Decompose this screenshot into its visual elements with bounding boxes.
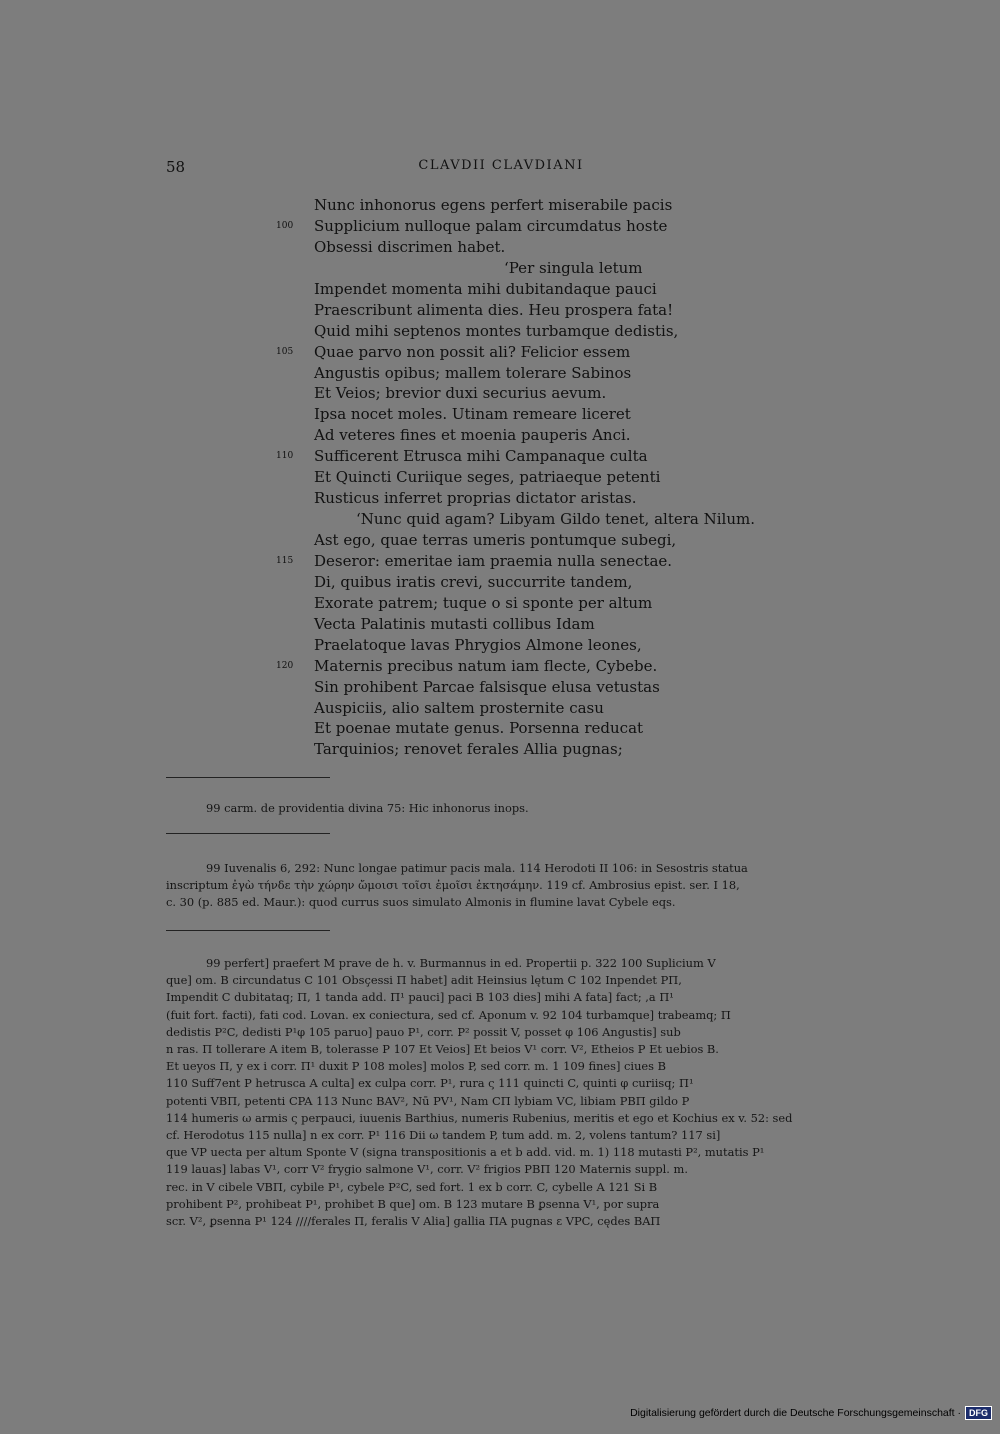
source-apparatus — [166, 800, 836, 817]
verse-text: Supplicium nulloque palam circumdatus hoste — [314, 216, 668, 235]
verse-text: Nunc inhonorus egens perfert miserabile pacis — [314, 196, 673, 214]
verse-line — [166, 383, 846, 404]
verse-text: ‘Nunc quid agam? Libyam Gildo tenet, altera Nilum. — [356, 510, 755, 529]
verse-text: ‘Per singula letum — [504, 258, 643, 277]
testimonia-apparatus — [166, 860, 836, 912]
line-number: 120 — [276, 660, 294, 671]
verse-line — [166, 258, 846, 279]
verse-line — [166, 635, 846, 656]
verse-text: Sufficerent Etrusca mihi Campanaque culta — [314, 447, 648, 466]
poem-text — [166, 195, 846, 760]
verse-line — [166, 300, 846, 321]
line-number: 115 — [276, 555, 294, 566]
apparatus-line: (fuit fort. facti), fati cod. Lovan. ex coniectura, sed cf. Aponum v. 92 104 turbamque] trabeamq; Π — [166, 1007, 731, 1022]
verse-line — [166, 425, 846, 446]
apparatus-line: 99 carm. de providentia divina 75: Hic inhonorus inops. — [206, 801, 529, 815]
critical-apparatus — [166, 955, 836, 1230]
verse-line — [166, 593, 846, 614]
verse-line — [166, 530, 846, 551]
apparatus-line: Et ueyos Π, y ex i corr. Π¹ duxit P 108 moles] molos P, sed corr. m. 1 109 fines] ciues B — [166, 1059, 666, 1074]
verse-line — [166, 321, 846, 342]
verse-text: Obsessi discrimen habet. — [314, 237, 506, 256]
verse-text: Ast ego, quae terras umeris pontumque subegi, — [314, 531, 677, 549]
verse-line — [166, 342, 846, 363]
verse-line — [166, 363, 846, 384]
apparatus-line: 114 humeris ω armis ς perpauci, iuuenis Barthius, numeris Rubenius, meritis et ego et Kochius ex v. 52: sed — [166, 1110, 793, 1125]
page-header — [166, 158, 836, 180]
verse-text: Et Quincti Curiique seges, patriaeque petenti — [314, 468, 661, 487]
verse-text: Maternis precibus natum iam flecte, Cybebe. — [314, 656, 658, 675]
apparatus-line: scr. V², ꝑsenna P¹ 124 ////ferales Π, feralis V Alia] gallia ΠA pugnas ε VPC, cędes BAΠ — [166, 1214, 661, 1229]
verse-text: Deseror: emeritae iam praemia nulla senectae. — [314, 551, 673, 570]
apparatus-paragraph — [166, 860, 836, 912]
verse-text: Quae parvo non possit ali? Felicior essem — [314, 342, 631, 361]
verse-line — [166, 237, 846, 258]
verse-text: Sin prohibent Parcae falsisque elusa vetustas — [314, 677, 660, 696]
verse-text: Ad veteres fines et moenia pauperis Anci. — [314, 426, 631, 445]
verse-line — [166, 677, 846, 698]
verse-line — [166, 698, 846, 719]
apparatus-line: que] om. B circundatus C 101 Obsçessi Π habet] adit Heinsius lętum C 102 Inpendet PΠ, — [166, 973, 682, 988]
apparatus-line: inscriptum ἐγὼ τήνδε τὴν χώρην ὤμοισι τοῖσι ἐμοῖσι ἐκτησάμην. 119 cf. Ambrosius epist. ser. I 18, — [166, 878, 740, 893]
verse-line — [166, 488, 846, 509]
apparatus-line: que VP uecta per altum Sponte V (signa transpositionis a et b add. vid. m. 1) 118 mutasti P², mutatis P¹ — [166, 1145, 765, 1160]
verse-text: Praelatoque lavas Phrygios Almone leones, — [314, 635, 642, 654]
footnote-rule — [166, 777, 330, 779]
apparatus-line: c. 30 (p. 885 ed. Maur.): quod currus suos simulato Almonis in flumine lavat Cybele eqs. — [166, 895, 676, 910]
verse-line — [166, 718, 846, 739]
apparatus-line: dedistis P²C, dedisti P¹φ 105 paruo] pauo P¹, corr. P² possit V, posset φ 106 Angustis] sub — [166, 1024, 681, 1039]
verse-text: Ipsa nocet moles. Utinam remeare liceret — [314, 405, 631, 424]
verse-line — [166, 446, 846, 467]
verse-line — [166, 216, 846, 237]
verse-line — [166, 551, 846, 572]
dfg-logo: DFG — [965, 1406, 992, 1420]
verse-text: Et Veios; brevior duxi securius aevum. — [314, 384, 607, 403]
verse-line — [166, 404, 846, 425]
line-number: 105 — [276, 346, 294, 357]
funding-credit: Digitalisierung gefördert durch die Deutsche Forschungsgemeinschaft · — [630, 1407, 961, 1419]
verse-text: Di, quibus iratis crevi, succurrite tandem, — [314, 572, 633, 591]
footer-credit — [630, 1406, 992, 1420]
verse-text: Exorate patrem; tuque o si sponte per altum — [314, 593, 653, 612]
apparatus-line: 110 Suff7ent P hetrusca A culta] ex culpa corr. P¹, rura ς 111 quincti C, quinti φ curiisq; Π¹ — [166, 1076, 694, 1091]
verse-line — [166, 614, 846, 635]
apparatus-line: n ras. Π tollerare A item B, tolerasse P 107 Et Veios] Et beios V¹ corr. V², Etheios P Et uebios B. — [166, 1042, 719, 1057]
page-number: 58 — [166, 158, 186, 176]
verse-line — [166, 467, 846, 488]
footnote-rule — [166, 930, 330, 932]
line-number: 100 — [276, 220, 294, 231]
verse-line — [166, 656, 846, 677]
verse-text: Et poenae mutate genus. Porsenna reducat — [314, 719, 644, 738]
verse-line — [166, 572, 846, 593]
apparatus-line: Impendit C dubitataq; Π, 1 tanda add. Π¹ pauci] paci B 103 dies] mihi A fata] fact; ,a Π¹ — [166, 990, 674, 1005]
verse-text: Praescribunt alimenta dies. Heu prospera fata! — [314, 300, 674, 319]
apparatus-line: rec. in V cibele VBΠ, cybile P¹, cybele P²C, sed fort. 1 ex b corr. C, cybelle A 121 Si B — [166, 1179, 658, 1194]
apparatus-line: potenti VBΠ, petenti CPA 113 Nunc BAV², Nū PV¹, Nam CΠ lybiam VC, libiam PBΠ gildo P — [166, 1093, 690, 1108]
line-number: 110 — [276, 451, 294, 462]
apparatus-paragraph — [166, 800, 836, 817]
apparatus-line: 119 lauas] labas V¹, corr V² frygio salmone V¹, corr. V² frigios PBΠ 120 Maternis suppl. m. — [166, 1162, 688, 1177]
verse-line — [166, 279, 846, 300]
verse-text: Impendet momenta mihi dubitandaque pauci — [314, 279, 657, 298]
apparatus-line: cf. Herodotus 115 nulla] n ex corr. P¹ 116 Dii ω tandem P, tum add. m. 2, volens tantum? 117 si] — [166, 1128, 721, 1143]
verse-line — [166, 739, 846, 760]
verse-text: Angustis opibus; mallem tolerare Sabinos — [314, 363, 632, 382]
apparatus-paragraph — [166, 955, 836, 1230]
apparatus-line: prohibent P², prohibeat P¹, prohibet B que] om. B 123 mutare B ꝑsenna V¹, por supra — [166, 1196, 660, 1211]
footnote-rule — [166, 833, 330, 835]
verse-text: Rusticus inferret proprias dictator aristas. — [314, 489, 637, 508]
running-title: CLAVDII CLAVDIANI — [418, 158, 584, 173]
verse-text: Auspiciis, alio saltem prosternite casu — [314, 698, 604, 717]
verse-text: Quid mihi septenos montes turbamque dedistis, — [314, 321, 679, 340]
apparatus-line: 99 perfert] praefert M prave de h. v. Burmannus in ed. Propertii p. 322 100 Suplicium V — [206, 956, 716, 970]
verse-text: Tarquinios; renovet ferales Allia pugnas; — [314, 740, 623, 759]
verse-line — [166, 509, 846, 530]
verse-line — [166, 195, 846, 216]
verse-text: Vecta Palatinis mutasti collibus Idam — [314, 614, 595, 633]
apparatus-line: 99 Iuvenalis 6, 292: Nunc longae patimur pacis mala. 114 Herodoti II 106: in Sesostris statua — [206, 861, 748, 875]
